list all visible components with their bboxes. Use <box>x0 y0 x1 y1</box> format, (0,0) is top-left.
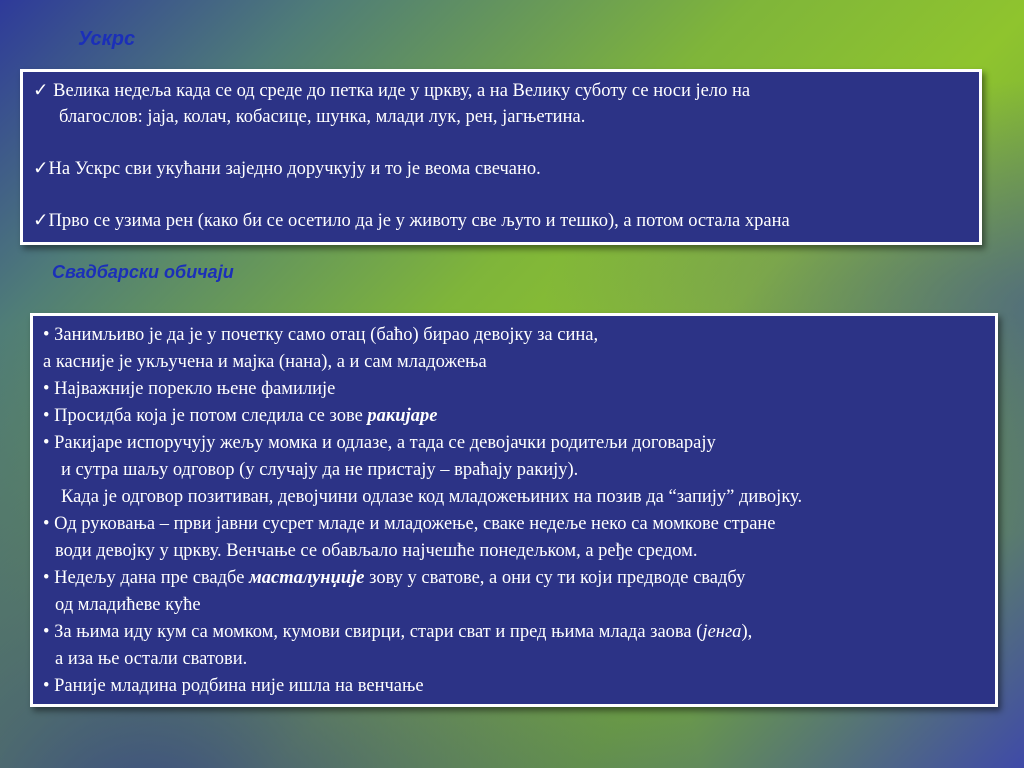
section-title-easter: Ускрс <box>78 28 136 50</box>
wedding-line-11: од младићеве куће <box>55 595 201 615</box>
easter-item-3-text: Прво се узима рен (како би се осетило да је у животу све љуто и тешко), а потом остала храна <box>48 211 790 231</box>
check-icon: ✓ <box>33 81 49 101</box>
spacer <box>33 130 969 156</box>
wedding-line-12-pre: • За њима иду кум са момком, кумови свирци, стари сват и пред њима млада заова ( <box>43 622 703 642</box>
wedding-line-6: и сутра шаљу одговор (у случају да не пристају – враћају ракију). <box>61 460 579 480</box>
easter-item-1-line-1: Велика недеља када се од среде до петка иде у цркву, а на Велику суботу се носи јело на <box>48 81 751 101</box>
wedding-line-7: Када је одговор позитиван, девојчини одлазе код младожењиних на позив да “запију” дивојку. <box>61 487 803 507</box>
wedding-line-14: • Раније младина родбина није ишла на венчање <box>43 676 424 696</box>
wedding-line-9: води девојку у цркву. Венчање се обављало најчешће понедељком, а ређе средом. <box>55 541 698 561</box>
wedding-line-4-text: • Просидба која је потом следила се зове <box>43 406 368 426</box>
wedding-line-4 <box>43 403 985 430</box>
section-title-wedding: Свадбарски обичаји <box>52 262 234 282</box>
wedding-line-3: • Најважније порекло њене фамилије <box>43 379 336 399</box>
easter-item-3 <box>33 208 969 234</box>
spacer <box>33 182 969 208</box>
wedding-text-box <box>30 313 998 707</box>
wedding-line-10-pre: • Недељу дана пре свадбе <box>43 568 250 588</box>
wedding-line-1: • Занимљиво је да је у почетку само отац (баћо) бирао девојку за сина, <box>43 325 599 345</box>
wedding-line-13: а иза ње остали сватови. <box>55 649 248 669</box>
easter-text-box <box>20 69 982 245</box>
wedding-line-12-post: ), <box>741 622 753 642</box>
term-rakijare: ракијаре <box>367 406 438 426</box>
wedding-line-12 <box>43 619 985 646</box>
easter-item-2-text: На Ускрс сви укућани заједно доручкују и то је веома свечано. <box>48 159 541 179</box>
wedding-line-2: а касније је укључена и мајка (нана), а и сам младожења <box>43 352 487 372</box>
wedding-line-10 <box>43 565 985 592</box>
easter-item-1-line-2: благослов: јаја, колач, кобасице, шунка, млади лук, рен, јагњетина. <box>59 107 586 127</box>
check-icon: ✓ <box>33 211 49 231</box>
easter-item-1 <box>33 78 969 104</box>
check-icon: ✓ <box>33 159 49 179</box>
wedding-line-8: • Од руковања – први јавни сусрет младе и младожење, сваке недеље неко са момкове стране <box>43 514 776 534</box>
term-jenga: јенга <box>702 622 742 642</box>
easter-item-2 <box>33 156 969 182</box>
wedding-line-5: • Ракијаре испоручују жељу момка и одлазе, а тада се девојачки родитељи договарају <box>43 433 716 453</box>
wedding-line-10-post: зову у сватове, а они су ти који предводе свадбу <box>364 568 746 588</box>
term-mastalundzije: масталунџије <box>249 568 365 588</box>
